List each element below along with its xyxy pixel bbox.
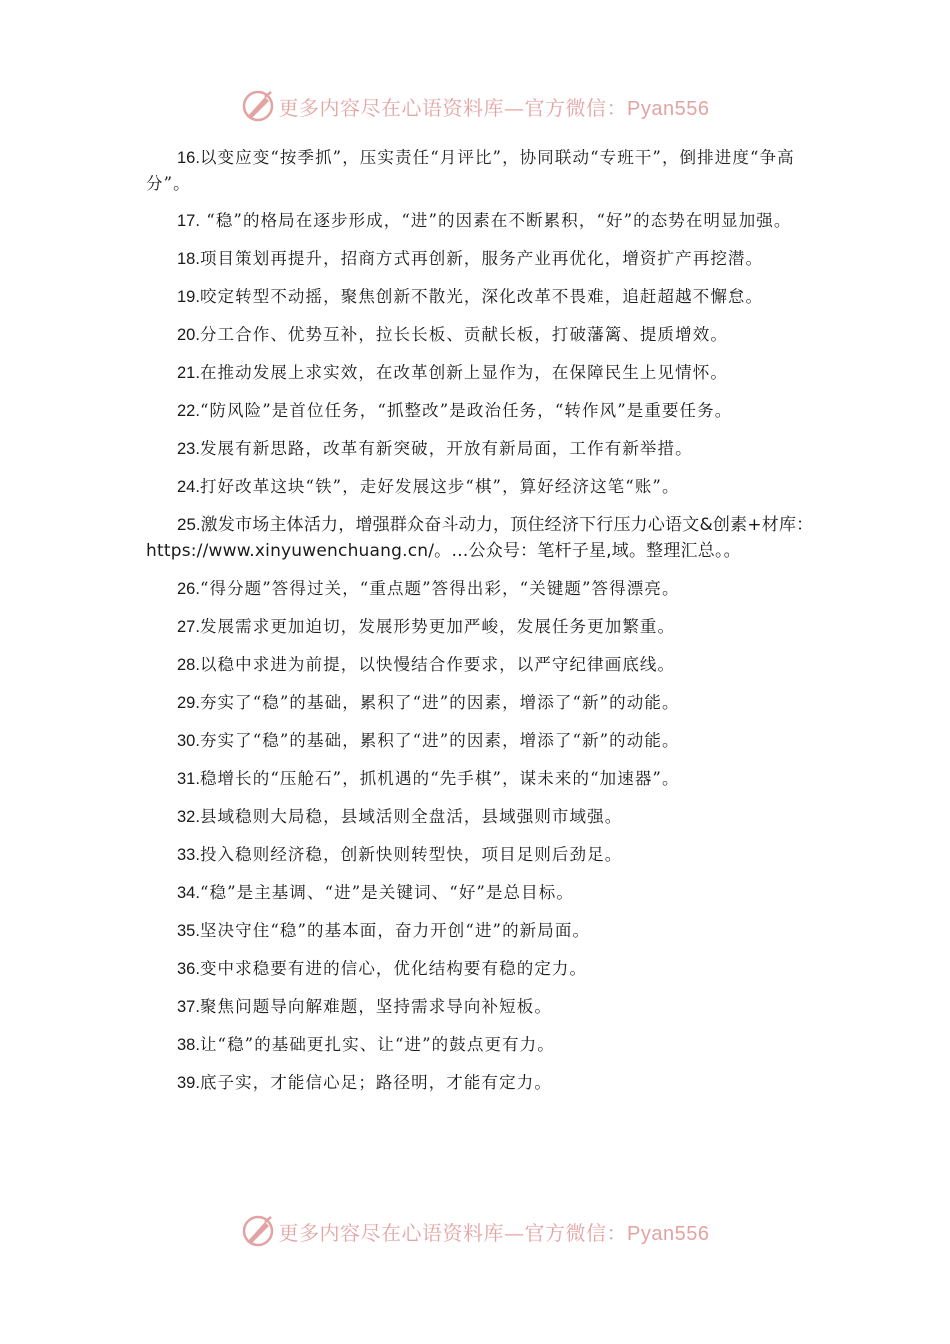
list-item: 25.激发市场主体活力，增强群众奋斗动力，顶住经济下行压力心语文&创素+材库：https://www.xinyuwenchuang.cn/。…公众号：笔杆子星,域。整理汇总。。 [146,515,814,561]
header-wechat-id: Pyan556 [627,97,710,120]
footer-banner [0,1211,950,1251]
list-item: 24.打好改革这块“铁”，走好发展这步“棋”，算好经济这笔“账”。 [177,477,680,496]
list-item: 33.投入稳则经济稳，创新快则转型快，项目足则后劲足。 [177,845,623,864]
list-item: 37.聚焦问题导向解难题，坚持需求导向补短板。 [177,997,552,1016]
list-item: 16.以变应变“按季抓”，压实责任“月评比”，协同联动“专班干”，倒排进度“争高分”。 [146,148,795,193]
list-item: 28.以稳中求进为前提，以快慢结合作要求，以严守纪律画底线。 [177,655,676,674]
header-banner [0,86,950,126]
list-item: 31.稳增长的“压舱石”，抓机遇的“先手棋”，谋未来的“加速器”。 [177,769,680,788]
pen-logo-icon [241,89,275,123]
list-item: 18.项目策划再提升，招商方式再创新，服务产业再优化，增资扩产再挖潜。 [177,249,764,268]
list-item: 27.发展需求更加迫切，发展形势更加严峻，发展任务更加繁重。 [177,617,676,636]
footer-wechat-id: Pyan556 [627,1222,710,1245]
list-item: 39.底子实，才能信心足；路径明，才能有定力。 [177,1073,552,1092]
list-item: 32.县域稳则大局稳，县域活则全盘活，县域强则市域强。 [177,807,623,826]
list-item: 26.“得分题”答得过关，“重点题”答得出彩，“关键题”答得漂亮。 [177,579,680,598]
list-item: 34.“稳”是主基调、“进”是关键词、“好”是总目标。 [177,883,574,902]
document-body [146,145,814,1108]
list-item: 29.夯实了“稳”的基础，累积了“进”的因素，增添了“新”的动能。 [177,693,680,712]
list-item: 35.坚决守住“稳”的基本面，奋力开创“进”的新局面。 [177,921,591,940]
pen-logo-icon [241,1214,275,1248]
footer-banner-text: 更多内容尽在心语资料库—官方微信：Pyan556 [278,1220,710,1245]
list-item: 20.分工合作、优势互补，拉长长板、贡献长板，打破藩篱、提质增效。 [177,325,728,344]
list-item: 38.让“稳”的基础更扎实、让“进”的鼓点更有力。 [177,1035,555,1054]
header-banner-text: 更多内容尽在心语资料库—官方微信：Pyan556 [278,95,710,120]
list-item: 21.在推动发展上求实效，在改革创新上显作为，在保障民生上见情怀。 [177,363,728,382]
list-item: 36.变中求稳要有进的信心，优化结构要有稳的定力。 [177,959,588,978]
list-item: 22.“防风险”是首位任务，“抓整改”是政治任务，“转作风”是重要任务。 [177,401,733,420]
list-item: 17. “稳”的格局在逐步形成，“进”的因素在不断累积，“好”的态势在明显加强。 [177,211,792,230]
list-item: 23.发展有新思路，改革有新突破，开放有新局面，工作有新举措。 [177,439,693,458]
list-item: 30.夯实了“稳”的基础，累积了“进”的因素，增添了“新”的动能。 [177,731,680,750]
list-item: 19.咬定转型不动摇，聚焦创新不散光，深化改革不畏难，追赶超越不懈怠。 [177,287,764,306]
